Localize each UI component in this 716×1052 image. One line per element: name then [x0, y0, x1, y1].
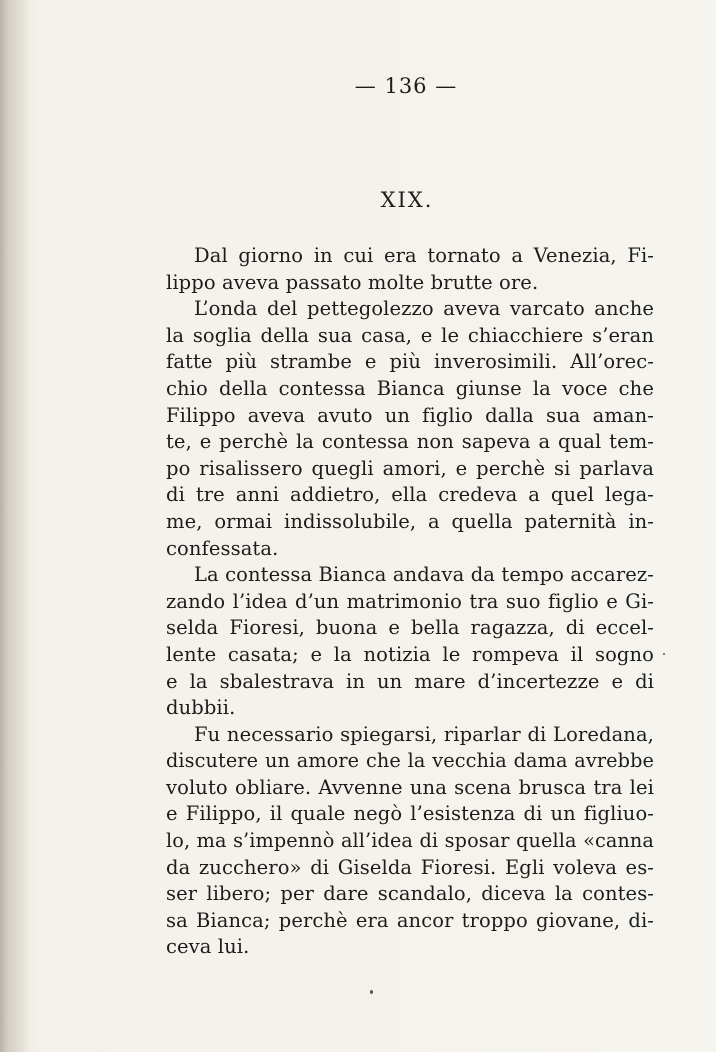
- text-line: L’onda del pettegolezzo aveva varcato anche: [194, 297, 654, 321]
- text-line: discutere un amore che la vecchia dama avrebbe: [166, 749, 654, 773]
- text-line: voluto obliare. Avvenne una scena brusca tra lei: [166, 775, 654, 799]
- text-line: selda Fioresi, buona e bella ragazza, di eccel-: [166, 616, 654, 640]
- text-line: Filippo aveva avuto un figlio dalla sua aman-: [166, 403, 654, 427]
- text-line: fatte più strambe e più inverosimili. All’orec-: [166, 350, 654, 374]
- ink-speck: [663, 653, 665, 655]
- text-line: e la sbalestrava in un mare d’incertezze e di: [166, 669, 654, 693]
- text-line: Dal giorno in cui era tornato a Venezia, Fi-: [194, 244, 654, 267]
- text-line: zando l’idea d’un matrimonio tra suo figlio e Gi-: [166, 589, 654, 613]
- text-line: La contessa Bianca andava da tempo accarez-: [194, 563, 654, 587]
- text-line: e Filippo, il quale negò l’esistenza di un figliuo-: [166, 802, 654, 826]
- text-line: lippo aveva passato molte brutte ore.: [166, 270, 539, 294]
- text-line: te, e perchè la contessa non sapeva a qual tem-: [166, 430, 654, 454]
- text-line: confessata.: [166, 536, 279, 560]
- chapter-heading: XIX.: [380, 188, 434, 212]
- page-number: — 136 —: [354, 74, 458, 98]
- body-text: [166, 243, 654, 961]
- text-line: sa Bianca; perchè era ancor troppo giovane, di-: [166, 908, 654, 932]
- text-line: da zucchero» di Giselda Fioresi. Egli voleva es-: [166, 855, 654, 879]
- page-gutter: [0, 0, 30, 1052]
- text-line: lente casata; e la notizia le rompeva il sogno: [166, 642, 654, 666]
- text-line: chio della contessa Bianca giunse la voce che: [166, 376, 654, 400]
- text-line: me, ormai indissolubile, a quella paternità in-: [166, 509, 654, 533]
- text-line: dubbii.: [166, 696, 236, 720]
- text-line: la soglia della sua casa, e le chiacchiere s’eran: [166, 323, 654, 347]
- text-line: ceva lui.: [166, 935, 250, 959]
- text-line: Fu necessario spiegarsi, riparlar di Loredana,: [194, 722, 654, 746]
- ink-speck: [370, 990, 373, 994]
- text-line: di tre anni addietro, ella credeva a quel lega-: [166, 483, 654, 507]
- text-line: lo, ma s’impennò all’idea di sposar quella «canna: [166, 829, 654, 853]
- text-line: po risalissero quegli amori, e perchè si parlava: [166, 456, 654, 480]
- text-line: ser libero; per dare scandalo, diceva la contes-: [166, 882, 654, 906]
